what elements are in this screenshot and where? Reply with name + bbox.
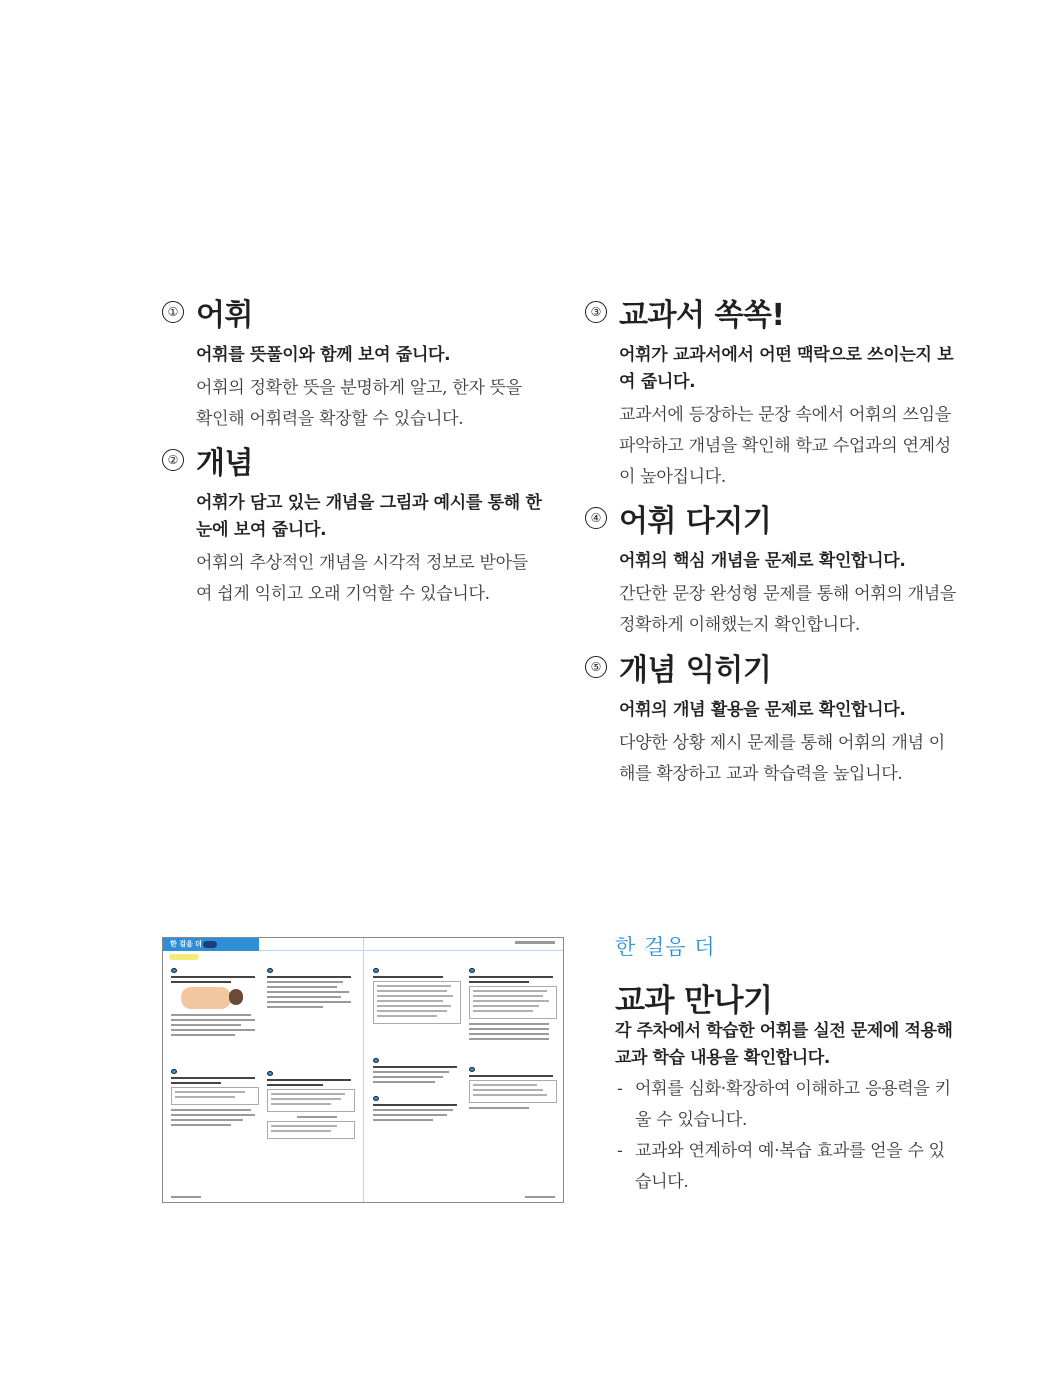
thumbnail-page-fold <box>363 938 364 1203</box>
section-summary: 어휘가 담고 있는 개념을 그림과 예시를 통해 한눈에 보여 줍니다. <box>196 493 542 540</box>
extra-summary: 각 주차에서 학습한 어휘를 실전 문제에 적용해 교과 학습 내용을 확인합니다. <box>615 1021 953 1068</box>
extra-title: 교과 만나기 <box>615 983 773 1019</box>
section-concept-practice <box>585 645 960 790</box>
section-body: 어휘의 정확한 뜻을 분명하게 알고, 한자 뜻을 확인해 어휘력을 확장할 수 있습니다. <box>196 378 522 429</box>
thumbnail-right-label <box>515 941 555 944</box>
section-number: ⑤ <box>585 656 607 678</box>
section-number: ③ <box>585 301 607 323</box>
extra-subtitle: 한 걸음 더 <box>615 935 716 959</box>
thumbnail-header-bar <box>163 938 259 951</box>
textbook-spread-thumbnail <box>162 937 564 1203</box>
section-header <box>585 290 960 334</box>
thumbnail-column <box>373 968 461 1124</box>
section-summary: 어휘의 개념 활용을 문제로 확인합니다. <box>619 700 906 720</box>
thumbnail-illustration <box>181 987 231 1009</box>
extra-bullet: - 교과와 연계하여 예·복습 효과를 얻을 수 있습니다. <box>617 1141 945 1192</box>
section-vocab-practice <box>585 496 960 641</box>
section-title: 어휘 다지기 <box>619 504 772 539</box>
thumbnail-subject-tag <box>169 954 199 960</box>
section-textbook <box>585 290 960 493</box>
thumbnail-column <box>469 968 557 1112</box>
thumbnail-column <box>267 968 355 1143</box>
section-body: 간단한 문장 완성형 문제를 통해 어휘의 개념을 정확하게 이해했는지 확인합니다. <box>619 584 956 635</box>
thumbnail-page-number-right <box>525 1196 555 1198</box>
section-number: ② <box>162 449 184 471</box>
section-title: 개념 <box>196 446 253 481</box>
section-header <box>162 290 542 334</box>
thumbnail-header-label: 한 걸음 더 <box>170 940 202 948</box>
section-concept <box>162 438 542 610</box>
section-body: 어휘의 추상적인 개념을 시각적 정보로 받아들여 쉽게 익히고 오래 기억할 수 있습니다. <box>196 553 528 604</box>
section-title: 어휘 <box>196 298 253 333</box>
thumbnail-week-badge <box>203 941 217 948</box>
section-body: 다양한 상황 제시 문제를 통해 어휘의 개념 이해를 확장하고 교과 학습력을 높입니다. <box>619 733 945 784</box>
section-header <box>585 645 960 689</box>
extra-bullet-list <box>615 1074 960 1198</box>
section-number: ④ <box>585 507 607 529</box>
section-header <box>162 438 542 482</box>
section-body: 교과서에 등장하는 문장 속에서 어휘의 쓰임을 파악하고 개념을 확인해 학교 수업과의 연계성이 높아집니다. <box>619 405 951 487</box>
thumbnail-page-number-left <box>171 1196 201 1198</box>
extra-bullet-text: 어휘를 심화·확장하여 이해하고 응용력을 키울 수 있습니다. <box>635 1079 951 1130</box>
thumbnail-column <box>171 968 259 1129</box>
section-title: 개념 익히기 <box>619 653 772 688</box>
section-summary: 어휘의 핵심 개념을 문제로 확인합니다. <box>619 551 906 571</box>
thumbnail-header-rule <box>259 950 563 951</box>
section-header <box>585 496 960 540</box>
section-title: 교과서 쏙쏙! <box>619 298 785 333</box>
section-number: ① <box>162 301 184 323</box>
extra-bullet: - 어휘를 심화·확장하여 이해하고 응용력을 키울 수 있습니다. <box>617 1079 951 1130</box>
extra-bullet-text: 교과와 연계하여 예·복습 효과를 얻을 수 있습니다. <box>635 1141 945 1192</box>
section-summary: 어휘가 교과서에서 어떤 맥락으로 쓰이는지 보여 줍니다. <box>619 345 954 392</box>
section-vocabulary <box>162 290 542 435</box>
section-summary: 어휘를 뜻풀이와 함께 보여 줍니다. <box>196 345 451 365</box>
